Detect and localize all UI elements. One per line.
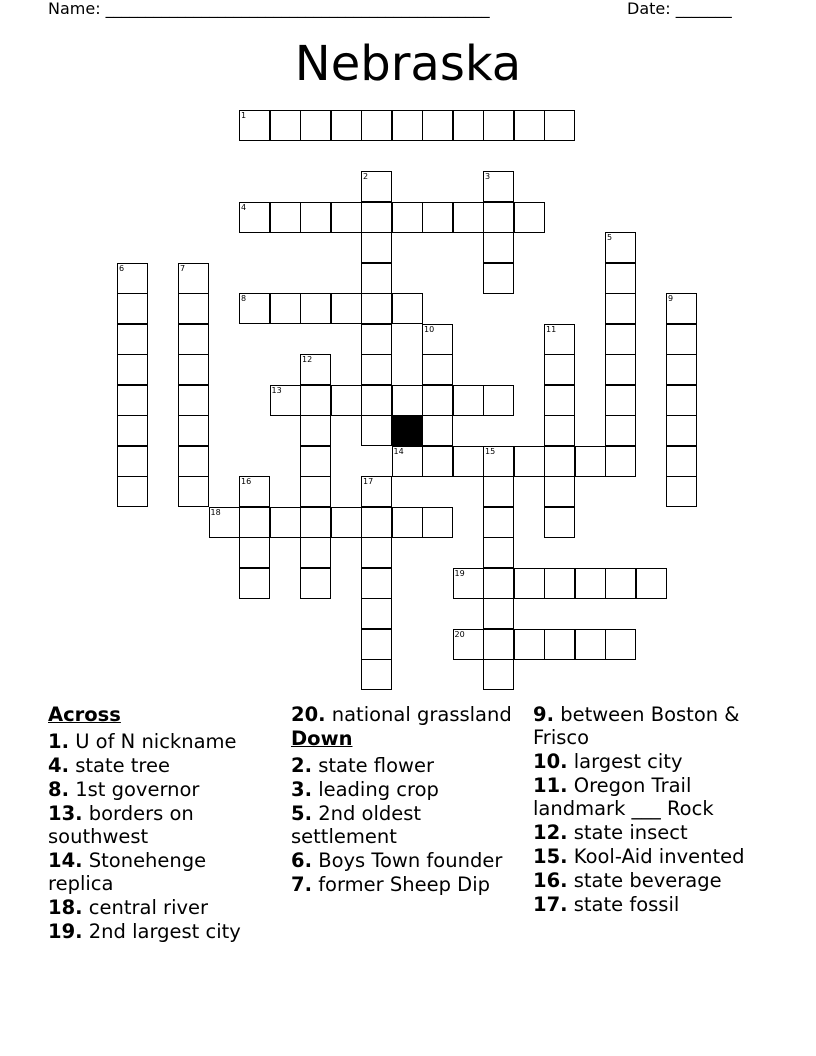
crossword-cell[interactable] xyxy=(117,415,148,446)
down-heading: Down xyxy=(291,727,353,750)
crossword-cell[interactable] xyxy=(361,354,392,385)
crossword-cell[interactable] xyxy=(422,202,453,233)
clue-number-label: 5 xyxy=(607,233,613,242)
clue-down-9 xyxy=(533,703,755,749)
clue-number-label: 1 xyxy=(241,111,247,120)
crossword-cell[interactable] xyxy=(178,293,209,324)
clue-down-10 xyxy=(533,750,755,773)
clue-number-label: 18 xyxy=(210,507,221,517)
crossword-cell[interactable] xyxy=(361,202,392,233)
crossword-cell[interactable] xyxy=(117,385,148,416)
clue-column-3 xyxy=(533,703,755,917)
crossword-cell[interactable] xyxy=(117,263,148,294)
crossword-cell[interactable] xyxy=(361,629,392,660)
crossword-cell[interactable] xyxy=(483,385,514,416)
crossword-cell[interactable] xyxy=(605,232,636,263)
crossword-cell[interactable] xyxy=(178,324,209,355)
clue-text: 2nd largest city xyxy=(88,920,241,943)
crossword-cell[interactable] xyxy=(361,110,392,141)
clue-number-label: 11 xyxy=(546,324,557,334)
clue-number: 15. xyxy=(533,845,568,868)
crossword-cell[interactable] xyxy=(544,415,575,446)
clue-down-17 xyxy=(533,893,755,916)
clue-column-1 xyxy=(48,703,270,944)
clue-text: Oregon Trail landmark ___ Rock xyxy=(533,774,714,820)
crossword-cell[interactable] xyxy=(331,110,362,141)
date-field-label: Date: _______ xyxy=(627,0,732,18)
clue-across-1 xyxy=(48,730,270,753)
crossword-cell[interactable] xyxy=(361,385,392,416)
crossword-cell[interactable] xyxy=(544,507,575,538)
crossword-cell[interactable] xyxy=(422,324,453,355)
crossword-cell[interactable] xyxy=(239,110,270,141)
clue-number-label: 13 xyxy=(271,385,282,395)
crossword-cell[interactable] xyxy=(483,202,514,233)
clue-across-20 xyxy=(291,703,513,726)
crossword-cell[interactable] xyxy=(605,324,636,355)
clue-number: 19. xyxy=(48,920,83,943)
crossword-cell[interactable] xyxy=(544,446,575,477)
clue-text: state insect xyxy=(573,821,688,844)
clue-text: state beverage xyxy=(573,869,722,892)
clue-down-12 xyxy=(533,821,755,844)
crossword-cell[interactable] xyxy=(300,537,331,568)
crossword-cell[interactable] xyxy=(361,415,392,446)
crossword-cell[interactable] xyxy=(361,232,392,263)
clue-text: 1st governor xyxy=(75,778,200,801)
clue-number: 2. xyxy=(291,754,312,777)
clue-text: national grassland xyxy=(331,703,512,726)
crossword-cell[interactable] xyxy=(300,202,331,233)
crossword-cell[interactable] xyxy=(300,293,331,324)
crossword-cell[interactable] xyxy=(361,507,392,538)
clue-number-label: 19 xyxy=(454,568,465,578)
crossword-cell[interactable] xyxy=(483,263,514,294)
clue-text: former Sheep Dip xyxy=(318,873,490,896)
crossword-cell[interactable] xyxy=(361,598,392,629)
crossword-cell[interactable] xyxy=(178,385,209,416)
crossword-cell[interactable] xyxy=(514,110,545,141)
crossword-cell[interactable] xyxy=(422,446,453,477)
clue-number: 6. xyxy=(291,849,312,872)
crossword-cell[interactable] xyxy=(605,354,636,385)
crossword-cell[interactable] xyxy=(361,659,392,690)
clue-text: leading crop xyxy=(318,778,439,801)
clue-number-label: 8 xyxy=(241,294,247,303)
clue-number-label: 14 xyxy=(393,446,404,456)
crossword-cell[interactable] xyxy=(300,385,331,416)
clue-down-6 xyxy=(291,849,513,872)
crossword-cell[interactable] xyxy=(483,232,514,263)
crossword-cell[interactable] xyxy=(300,507,331,538)
clue-text: largest city xyxy=(573,750,683,773)
clue-number-label: 16 xyxy=(241,477,252,486)
crossword-cell[interactable] xyxy=(483,568,514,599)
crossword-cell[interactable] xyxy=(483,507,514,538)
clue-text: 2nd oldest settlement xyxy=(291,802,422,848)
clue-number: 13. xyxy=(48,802,83,825)
clue-number: 20. xyxy=(291,703,326,726)
crossword-cell[interactable] xyxy=(666,293,697,324)
crossword-cell[interactable] xyxy=(331,385,362,416)
crossword-cell[interactable] xyxy=(605,568,636,599)
crossword-cell[interactable] xyxy=(239,476,270,507)
crossword-cell[interactable] xyxy=(117,324,148,355)
clue-across-13 xyxy=(48,802,270,848)
crossword-cell[interactable] xyxy=(239,568,270,599)
clue-number: 4. xyxy=(48,754,69,777)
crossword-cell[interactable] xyxy=(483,659,514,690)
clue-down-7 xyxy=(291,873,513,896)
across-heading: Across xyxy=(48,703,121,726)
clue-number-label: 15 xyxy=(485,446,496,456)
name-field-label: Name: ________________________________________________ xyxy=(48,0,490,18)
crossword-cell[interactable] xyxy=(300,446,331,477)
crossword-cell[interactable] xyxy=(361,537,392,568)
crossword-cell[interactable] xyxy=(239,537,270,568)
crossword-cell[interactable] xyxy=(361,568,392,599)
clue-number: 8. xyxy=(48,778,69,801)
clue-down-3 xyxy=(291,778,513,801)
crossword-cell[interactable] xyxy=(514,629,545,660)
crossword-cell[interactable] xyxy=(575,446,606,477)
clue-text: borders on southwest xyxy=(48,802,194,848)
clue-text: U of N nickname xyxy=(75,730,237,753)
crossword-cell[interactable] xyxy=(392,110,423,141)
crossword-cell[interactable] xyxy=(300,568,331,599)
clue-number-label: 7 xyxy=(180,263,186,273)
clue-text: central river xyxy=(88,896,209,919)
crossword-cell[interactable] xyxy=(422,385,453,416)
crossword-cell[interactable] xyxy=(209,507,240,538)
crossword-cell[interactable] xyxy=(117,446,148,477)
crossword-cell[interactable] xyxy=(331,507,362,538)
clue-number-label: 17 xyxy=(363,477,374,486)
clue-number: 14. xyxy=(48,849,83,872)
clue-number: 12. xyxy=(533,821,568,844)
crossword-cell[interactable] xyxy=(514,202,545,233)
crossword-cell[interactable] xyxy=(483,446,514,477)
crossword-cell[interactable] xyxy=(453,202,484,233)
clue-text: state tree xyxy=(75,754,171,777)
crossword-cell[interactable] xyxy=(605,446,636,477)
crossword-cell[interactable] xyxy=(270,293,301,324)
crossword-cell[interactable] xyxy=(666,476,697,507)
crossword-cell[interactable] xyxy=(575,568,606,599)
crossword-cell[interactable] xyxy=(239,202,270,233)
clue-number: 17. xyxy=(533,893,568,916)
crossword-cell[interactable] xyxy=(422,354,453,385)
crossword-cell[interactable] xyxy=(544,629,575,660)
clue-number: 18. xyxy=(48,896,83,919)
crossword-cell[interactable] xyxy=(300,110,331,141)
clue-number-label: 4 xyxy=(241,202,247,212)
crossword-cell[interactable] xyxy=(453,110,484,141)
clue-down-11 xyxy=(533,774,755,820)
crossword-cell[interactable] xyxy=(361,293,392,324)
crossword-cell[interactable] xyxy=(514,568,545,599)
clue-across-19 xyxy=(48,920,270,943)
crossword-cell[interactable] xyxy=(239,507,270,538)
clue-across-4 xyxy=(48,754,270,777)
clue-number-label: 2 xyxy=(363,172,369,181)
crossword-cell[interactable] xyxy=(666,385,697,416)
crossword-cell[interactable] xyxy=(544,354,575,385)
crossword-cell[interactable] xyxy=(361,263,392,294)
crossword-cell[interactable] xyxy=(300,476,331,507)
crossword-cell[interactable] xyxy=(605,293,636,324)
crossword-cell[interactable] xyxy=(605,385,636,416)
clue-down-5 xyxy=(291,802,513,848)
crossword-cell[interactable] xyxy=(483,476,514,507)
clue-down-2 xyxy=(291,754,513,777)
crossword-cell[interactable] xyxy=(117,476,148,507)
crossword-cell[interactable] xyxy=(270,507,301,538)
crossword-cell[interactable] xyxy=(544,324,575,355)
crossword-cell[interactable] xyxy=(605,263,636,294)
crossword-cell[interactable] xyxy=(422,415,453,446)
crossword-cell[interactable] xyxy=(422,507,453,538)
crossword-cell[interactable] xyxy=(453,629,484,660)
crossword-cell[interactable] xyxy=(514,446,545,477)
clue-number: 11. xyxy=(533,774,568,797)
clue-text: state flower xyxy=(318,754,434,777)
crossword-cell[interactable] xyxy=(178,354,209,385)
clue-down-15 xyxy=(533,845,755,868)
crossword-cell[interactable] xyxy=(544,476,575,507)
crossword-cell[interactable] xyxy=(453,568,484,599)
crossword-cell[interactable] xyxy=(361,476,392,507)
crossword-cell[interactable] xyxy=(178,446,209,477)
crossword-cell[interactable] xyxy=(178,263,209,294)
crossword-cell[interactable] xyxy=(392,446,423,477)
clue-across-18 xyxy=(48,896,270,919)
crossword-cell[interactable] xyxy=(392,293,423,324)
clue-number: 1. xyxy=(48,730,69,753)
crossword-cell[interactable] xyxy=(483,629,514,660)
crossword-cell[interactable] xyxy=(361,171,392,202)
crossword-cell[interactable] xyxy=(300,354,331,385)
clue-text: Kool-Aid invented xyxy=(573,845,745,868)
crossword-cell[interactable] xyxy=(270,202,301,233)
crossword-cell[interactable] xyxy=(666,415,697,446)
clue-number: 16. xyxy=(533,869,568,892)
clue-number: 5. xyxy=(291,802,312,825)
crossword-cell[interactable] xyxy=(605,415,636,446)
crossword-cell[interactable] xyxy=(544,568,575,599)
crossword-cell[interactable] xyxy=(483,110,514,141)
crossword-cell[interactable] xyxy=(117,354,148,385)
clue-text: state fossil xyxy=(573,893,680,916)
clue-number: 3. xyxy=(291,778,312,801)
clue-number-label: 3 xyxy=(485,172,491,181)
clue-number: 10. xyxy=(533,750,568,773)
clue-column-2 xyxy=(291,703,513,897)
crossword-cell[interactable] xyxy=(392,202,423,233)
clue-number-label: 9 xyxy=(668,294,674,303)
crossword-cell[interactable] xyxy=(544,385,575,416)
crossword-cell[interactable] xyxy=(605,629,636,660)
crossword-cell[interactable] xyxy=(453,385,484,416)
crossword-cell[interactable] xyxy=(331,202,362,233)
crossword-cell[interactable] xyxy=(178,415,209,446)
crossword-cell[interactable] xyxy=(483,598,514,629)
clue-number-label: 12 xyxy=(302,355,313,364)
crossword-cell[interactable] xyxy=(392,385,423,416)
crossword-cell[interactable] xyxy=(392,507,423,538)
crossword-cell[interactable] xyxy=(483,537,514,568)
crossword-cell[interactable] xyxy=(483,171,514,202)
crossword-cell[interactable] xyxy=(117,293,148,324)
clue-text: Stonehenge replica xyxy=(48,849,207,895)
clue-number: 7. xyxy=(291,873,312,896)
crossword-cell[interactable] xyxy=(666,324,697,355)
clue-down-16 xyxy=(533,869,755,892)
clue-number-label: 6 xyxy=(119,263,125,273)
clue-number-label: 20 xyxy=(454,629,465,639)
crossword-cell[interactable] xyxy=(178,476,209,507)
crossword-cell[interactable] xyxy=(361,324,392,355)
crossword-cell[interactable] xyxy=(666,354,697,385)
crossword-cell[interactable] xyxy=(331,293,362,324)
crossword-cell[interactable] xyxy=(300,415,331,446)
clue-text: Boys Town founder xyxy=(318,849,503,872)
clue-across-14 xyxy=(48,849,270,895)
clue-text: between Boston & Frisco xyxy=(533,703,740,749)
crossword-black-cell xyxy=(392,415,423,446)
clue-number: 9. xyxy=(533,703,554,726)
crossword-cell[interactable] xyxy=(666,446,697,477)
crossword-cell[interactable] xyxy=(575,629,606,660)
crossword-cell[interactable] xyxy=(270,110,301,141)
clue-number-label: 10 xyxy=(424,324,435,334)
crossword-cell[interactable] xyxy=(422,110,453,141)
crossword-cell[interactable] xyxy=(270,385,301,416)
crossword-cell[interactable] xyxy=(453,446,484,477)
page-title: Nebraska xyxy=(294,36,522,92)
crossword-cell[interactable] xyxy=(636,568,667,599)
crossword-cell[interactable] xyxy=(239,293,270,324)
crossword-cell[interactable] xyxy=(544,110,575,141)
clue-across-8 xyxy=(48,778,270,801)
